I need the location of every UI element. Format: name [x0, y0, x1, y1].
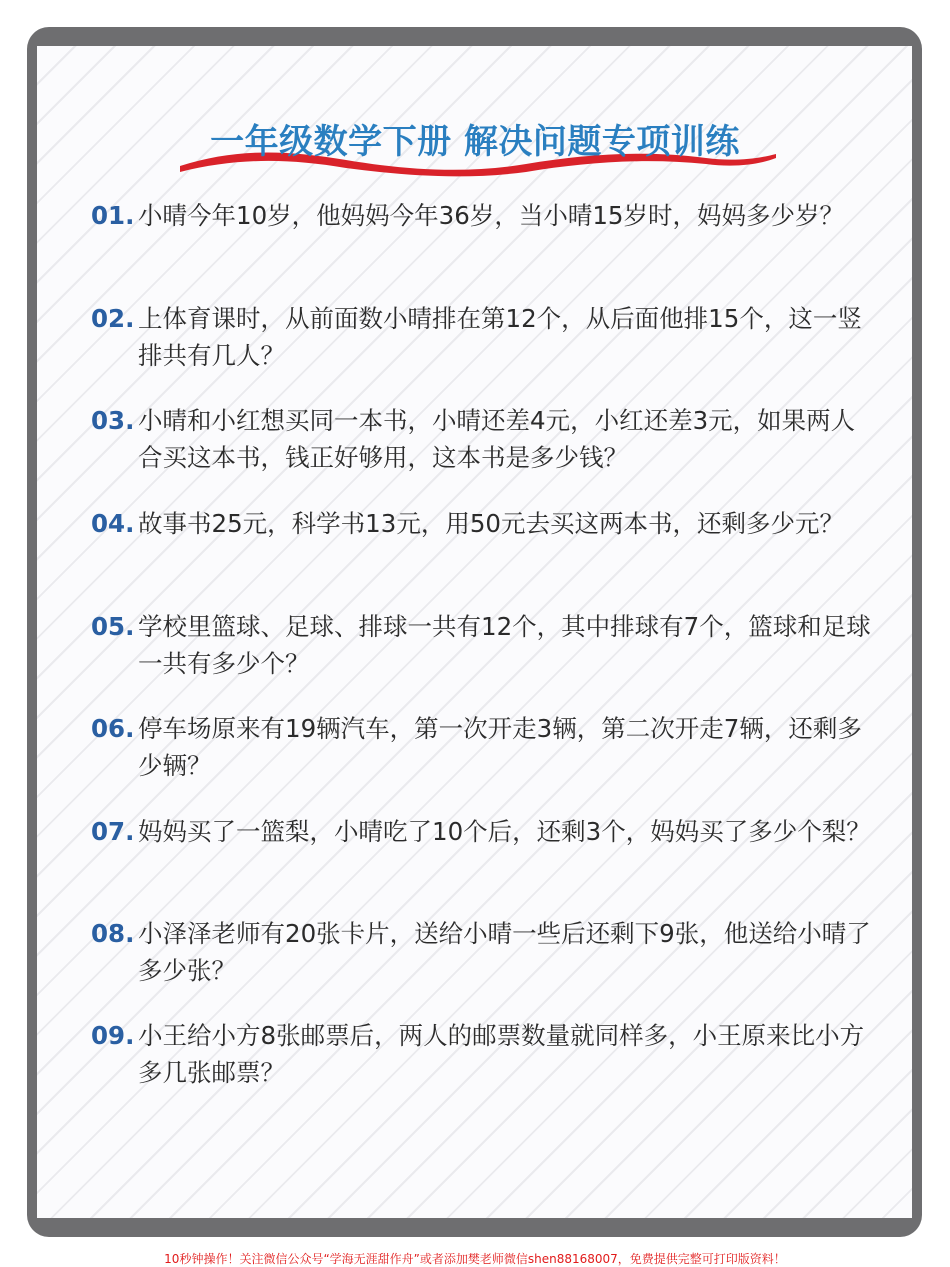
page-title: 一年级数学下册 解决问题专项训练 — [210, 122, 740, 162]
question-number: 09. — [91, 1021, 135, 1050]
question-text: 妈妈买了一篮梨，小晴吃了10个后，还剩3个，妈妈买了多少个梨？ — [138, 817, 871, 846]
question-text: 停车场原来有19辆汽车，第一次开走3辆，第二次开走7辆，还剩多少辆？ — [138, 714, 862, 780]
question-text: 小泽泽老师有20张卡片，送给小晴一些后还剩下9张，他送给小晴了多少张？ — [138, 919, 871, 985]
question-text: 学校里篮球、足球、排球一共有12个，其中排球有7个，篮球和足球一共有多少个？ — [138, 612, 871, 678]
question-item — [91, 402, 871, 476]
question-text: 小晴和小红想买同一本书，小晴还差4元，小红还差3元，如果两人合买这本书，钱正好够用，这本书是多少钱？ — [138, 406, 856, 472]
question-text: 小王给小方8张邮票后，两人的邮票数量就同样多，小王原来比小方多几张邮票？ — [138, 1021, 865, 1087]
question-item — [91, 608, 871, 682]
question-text: 小晴今年10岁，他妈妈今年36岁，当小晴15岁时，妈妈多少岁？ — [138, 201, 845, 230]
question-text: 故事书25元，科学书13元，用50元去买这两本书，还剩多少元？ — [138, 509, 845, 538]
question-number: 01. — [91, 201, 135, 230]
question-number: 07. — [91, 817, 135, 846]
question-number: 05. — [91, 612, 135, 641]
footer-promo-text: 10秒钟操作！关注微信公众号“学海无涯甜作舟”或者添加樊老师微信shen88168007，免费提供完整可打印版资料！ — [164, 1252, 786, 1266]
question-item — [91, 197, 871, 234]
question-item — [91, 915, 871, 989]
question-number: 06. — [91, 714, 135, 743]
question-item — [91, 1017, 871, 1091]
question-text: 上体育课时，从前面数小晴排在第12个，从后面他排15个，这一竖排共有几人？ — [138, 304, 862, 370]
question-number: 02. — [91, 304, 135, 333]
question-item — [91, 710, 871, 784]
question-number: 03. — [91, 406, 135, 435]
question-item — [91, 505, 871, 542]
question-number: 04. — [91, 509, 135, 538]
question-item — [91, 300, 871, 374]
question-item — [91, 813, 871, 850]
question-number: 08. — [91, 919, 135, 948]
